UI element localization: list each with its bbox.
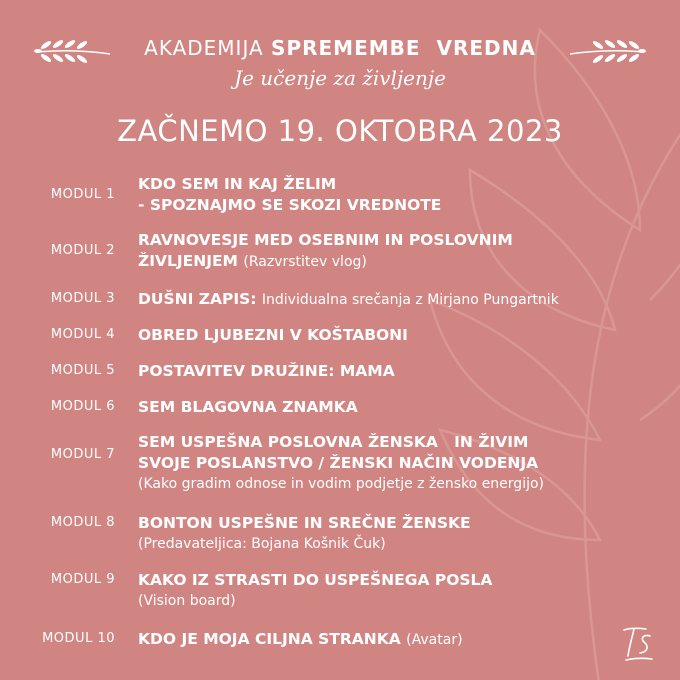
- module-note: (Kako gradim odnose in vodim podjetje z žensko energijo): [138, 476, 544, 492]
- module-label: MODUL 7: [50, 447, 115, 462]
- module-label: MODUL 2: [50, 243, 115, 258]
- module-title: SEM BLAGOVNA ZNAMKA: [138, 398, 358, 416]
- module-title: SEM USPEŠNA POSLOVNA ŽENSKA IN ŽIVIM: [138, 433, 529, 451]
- module-label: MODUL 8: [50, 515, 115, 530]
- module-title-line2: SVOJE POSLANSTVO / ŽENSKI NAČIN VODENJA: [138, 454, 539, 472]
- module-note: (Avatar): [406, 632, 463, 648]
- module-title: DUŠNI ZAPIS:: [138, 290, 257, 308]
- module-label: MODUL 6: [50, 399, 115, 414]
- module-title: KAKO IZ STRASTI DO USPEŠNEGA POSLA: [138, 571, 493, 589]
- module-label: MODUL 3: [50, 291, 115, 306]
- header: [0, 34, 680, 90]
- module-label: MODUL 5: [50, 363, 115, 378]
- module-note: (Vision board): [138, 593, 236, 609]
- subtitle: Je učenje za življenje: [234, 66, 446, 90]
- module-title: OBRED LJUBEZNI V KOŠTABONI: [138, 326, 408, 344]
- ts-signature-logo: [618, 620, 658, 664]
- module-note: (Razvrstitev vlog): [243, 254, 367, 270]
- module-note: Individualna srečanja z Mirjano Pungartnik: [261, 292, 559, 308]
- module-title-line2: ŽIVLJENJEM: [138, 252, 238, 270]
- title-bold: SPREMEMBE VREDNA: [271, 36, 536, 60]
- module-title: POSTAVITEV DRUŽINE: MAMA: [138, 362, 395, 380]
- module-label: MODUL 4: [50, 327, 115, 342]
- module-title: RAVNOVESJE MED OSEBNIM IN POSLOVNIM: [138, 231, 513, 249]
- module-title-line2: - SPOZNAJMO SE SKOZI VREDNOTE: [138, 196, 442, 214]
- module-label: MODUL 9: [50, 572, 115, 587]
- module-label: MODUL 10: [42, 631, 115, 646]
- module-note: (Predavateljica: Bojana Košnik Čuk): [138, 536, 386, 552]
- module-title: KDO JE MOJA CILJNA STRANKA: [138, 630, 401, 648]
- module-label: MODUL 1: [50, 187, 115, 202]
- module-title: KDO SEM IN KAJ ŽELIM: [138, 175, 337, 193]
- start-date: ZAČNEMO 19. OKTOBRA 2023: [117, 114, 563, 148]
- module-title: BONTON USPEŠNE IN SREČNE ŽENSKE: [138, 514, 471, 532]
- title-light: AKADEMIJA: [144, 36, 264, 60]
- academy-title: [0, 34, 680, 62]
